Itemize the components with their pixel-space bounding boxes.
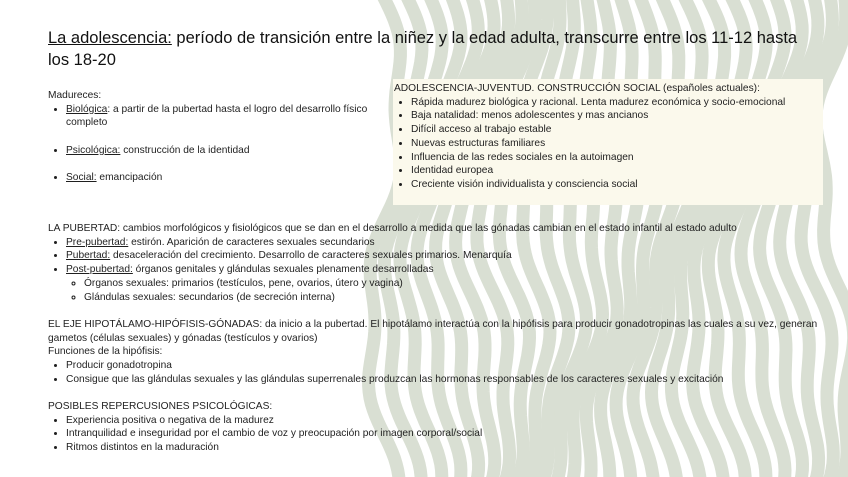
term: Post-pubertad:	[66, 264, 133, 276]
list-item: • Experiencia positiva o negativa de la madurez	[66, 414, 828, 428]
term-text: desaceleración del crecimiento. Desarrollo de caracteres sexuales primarios. Menarquía	[110, 250, 512, 262]
funciones-label: Funciones de la hipófisis:	[48, 346, 163, 358]
term-text: construcción de la identidad	[120, 144, 250, 156]
list-item: • Baja natalidad: menos adolescentes y mas ancianos	[411, 109, 823, 123]
eje-intro	[48, 318, 828, 345]
funciones-list	[48, 359, 828, 386]
list-item: • Nuevas estructuras familiares	[411, 137, 823, 151]
box-heading: ADOLESCENCIA-JUVENTUD. CONSTRUCCIÓN SOCIAL (españoles actuales):	[394, 83, 760, 94]
list-item: • Ritmos distintos en la maduración	[66, 441, 828, 455]
repercusiones-section	[48, 400, 828, 455]
repercusiones-label: POSIBLES REPERCUSIONES PSICOLÓGICAS:	[48, 401, 273, 412]
pubertad-text: cambios morfológicos y fisiológicos que se dan en el desarrollo a medida que las gónadas cambian en el estado infantil al estado adulto	[120, 223, 737, 234]
term-text: órganos genitales y glándulas sexuales plenamente desarrolladas	[132, 264, 434, 276]
eje-text: da inicio a la pubertad. El hipotálamo interactúa con la hipófisis para producir gonadotropinas las cuales a su vez, generan gametos (células sexuales) y gónadas (testículos y ovarios)	[48, 319, 818, 344]
list-item: • Intranquilidad e inseguridad por el cambio de voz y preocupación por imagen corporal/social	[66, 427, 828, 441]
pubertad-list	[48, 236, 828, 305]
term: Pre-pubertad:	[66, 236, 129, 248]
list-item: • Influencia de las redes sociales en la autoimagen	[411, 151, 823, 165]
term: Psicológica:	[66, 144, 121, 156]
list-item	[66, 236, 828, 250]
spacer	[66, 158, 378, 172]
list-item	[66, 144, 378, 158]
eje-section	[48, 318, 828, 387]
eje-label: EL EJE HIPOTÁLAMO-HIPÓFISIS-GÓNADAS:	[48, 319, 263, 330]
list-item: • Rápida madurez biológica y racional. Lenta madurez económica y socio-emocional	[411, 96, 823, 110]
title-term: La adolescencia:	[48, 29, 172, 47]
pubertad-label: LA PUBERTAD:	[48, 223, 121, 234]
list-item: • Consigue que las glándulas sexuales y las glándulas superrenales produzcan las hormonas responsables de los caracteres sexuales y excitación	[66, 373, 828, 387]
pubertad-section	[48, 222, 828, 304]
term: Social:	[66, 172, 97, 184]
sub-list-item: ◦ Glándulas sexuales: secundarios (de secreción interna)	[84, 291, 828, 305]
slide-title	[48, 27, 808, 71]
term-text: estirón. Aparición de caracteres sexuales secundarios	[128, 236, 375, 248]
list-item	[66, 249, 828, 263]
box-list	[393, 96, 823, 192]
term-text: emancipación	[96, 172, 163, 184]
madureces-list	[48, 103, 378, 185]
term-text: : a partir de la pubertad hasta el logro del desarrollo físico completo	[66, 103, 368, 129]
term: Biológica	[66, 103, 108, 115]
madureces-label: Madureces:	[48, 90, 102, 101]
spacer	[66, 130, 378, 144]
term: Pubertad:	[66, 250, 111, 262]
pubertad-intro	[48, 222, 828, 236]
adolescencia-juventud-box	[393, 79, 823, 205]
list-item: • Identidad europea	[411, 164, 823, 178]
list-item	[66, 171, 378, 185]
list-item	[66, 103, 378, 130]
list-item: • Producir gonadotropina	[66, 359, 828, 373]
repercusiones-list	[48, 414, 828, 455]
title-text: período de transición entre la niñez y la edad adulta, transcurre entre los 11-12 hasta los 18-20	[48, 29, 798, 69]
madureces-section	[48, 89, 378, 185]
pubertad-sublist	[66, 277, 828, 304]
sub-list-item: ◦ Órganos sexuales: primarios (testículos, pene, ovarios, útero y vagina)	[84, 277, 828, 291]
list-item	[66, 263, 828, 304]
list-item: • Creciente visión individualista y consciencia social	[411, 178, 823, 192]
list-item: • Difícil acceso al trabajo estable	[411, 123, 823, 137]
